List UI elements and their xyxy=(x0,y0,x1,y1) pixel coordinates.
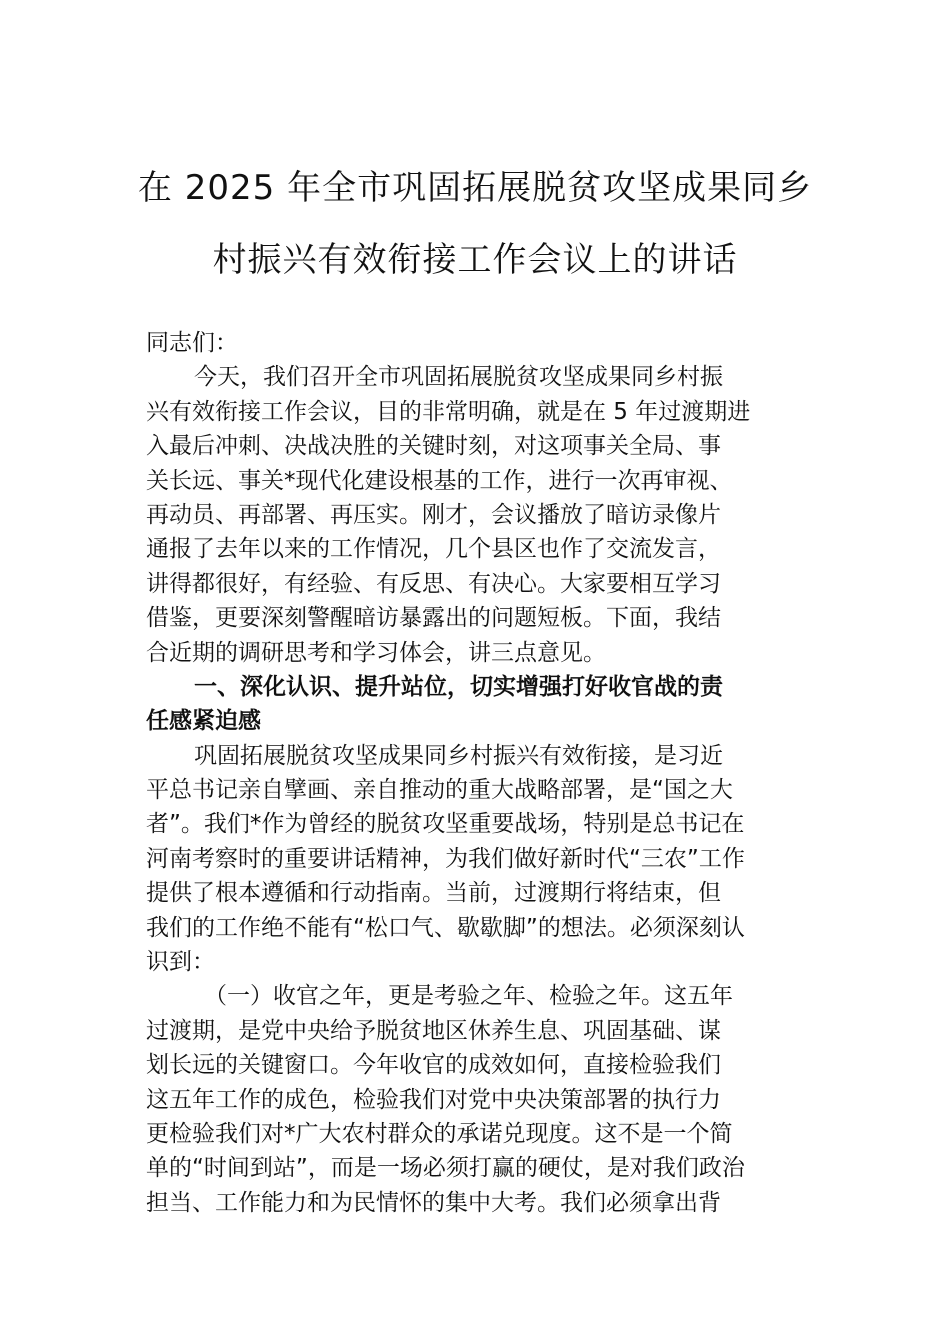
paragraph-line: 这五年工作的成色，检验我们对党中央决策部署的执行力 xyxy=(146,1086,721,1113)
paragraph-line: 关长远、事关*现代化建设根基的工作，进行一次再审视、 xyxy=(146,467,733,494)
paragraph-line: 提供了根本遵循和行动指南。当前，过渡期行将结束，但 xyxy=(146,880,721,907)
paragraph-line: 担当、工作能力和为民情怀的集中大考。我们必须拿出背 xyxy=(146,1189,721,1216)
document-body xyxy=(146,326,810,1220)
paragraph-line: 入最后冲刺、决战决胜的关键时刻，对这项事关全局、事 xyxy=(146,433,721,460)
section-heading-line: 任感紧迫感 xyxy=(146,708,261,735)
paragraph-line: 识到： xyxy=(146,949,215,976)
paragraph-line: （一）收官之年，更是考验之年、检验之年。这五年 xyxy=(204,983,733,1010)
paragraph-line: 更检验我们对*广大农村群众的承诺兑现度。这不是一个简 xyxy=(146,1120,733,1147)
paragraph-line: 河南考察时的重要讲话精神，为我们做好新时代“三农”工作 xyxy=(146,845,745,872)
paragraph-line: 划长远的关键窗口。今年收官的成效如何，直接检验我们 xyxy=(146,1052,721,1079)
document-title-line-1: 在 2025 年全市巩固拓展脱贫攻坚成果同乡 xyxy=(137,168,813,208)
paragraph-line: 平总书记亲自擘画、亲自推动的重大战略部署，是“国之大 xyxy=(146,777,733,804)
section-heading-line: 一、深化认识、提升站位，切实增强打好收官战的责 xyxy=(194,673,723,700)
salutation: 同志们： xyxy=(146,330,238,356)
paragraph-line: 讲得都很好，有经验、有反思、有决心。大家要相互学习 xyxy=(146,570,721,597)
paragraph-line: 巩固拓展脱贫攻坚成果同乡村振兴有效衔接，是习近 xyxy=(194,742,723,769)
paragraph-line: 借鉴，更要深刻警醒暗访暴露出的问题短板。下面，我结 xyxy=(146,605,721,632)
paragraph-line: 通报了去年以来的工作情况，几个县区也作了交流发言， xyxy=(146,536,721,563)
paragraph-line: 过渡期，是党中央给予脱贫地区休养生息、巩固基础、谋 xyxy=(146,1017,721,1044)
paragraph-line: 再动员、再部署、再压实。刚才，会议播放了暗访录像片 xyxy=(146,501,721,528)
document-title-line-2: 村振兴有效衔接工作会议上的讲话 xyxy=(212,240,738,280)
paragraph-line: 单的“时间到站”，而是一场必须打赢的硬仗，是对我们政治 xyxy=(146,1155,745,1182)
paragraph-line: 今天，我们召开全市巩固拓展脱贫攻坚成果同乡村振 xyxy=(194,364,723,391)
paragraph-line: 我们的工作绝不能有“松口气、歇歇脚”的想法。必须深刻认 xyxy=(146,914,745,941)
paragraph-line: 兴有效衔接工作会议，目的非常明确，就是在 5 年过渡期进 xyxy=(146,398,751,425)
paragraph-line: 者”。我们*作为曾经的脱贫攻坚重要战场，特别是总书记在 xyxy=(146,811,745,838)
paragraph-line: 合近期的调研思考和学习体会，讲三点意见。 xyxy=(146,639,606,666)
